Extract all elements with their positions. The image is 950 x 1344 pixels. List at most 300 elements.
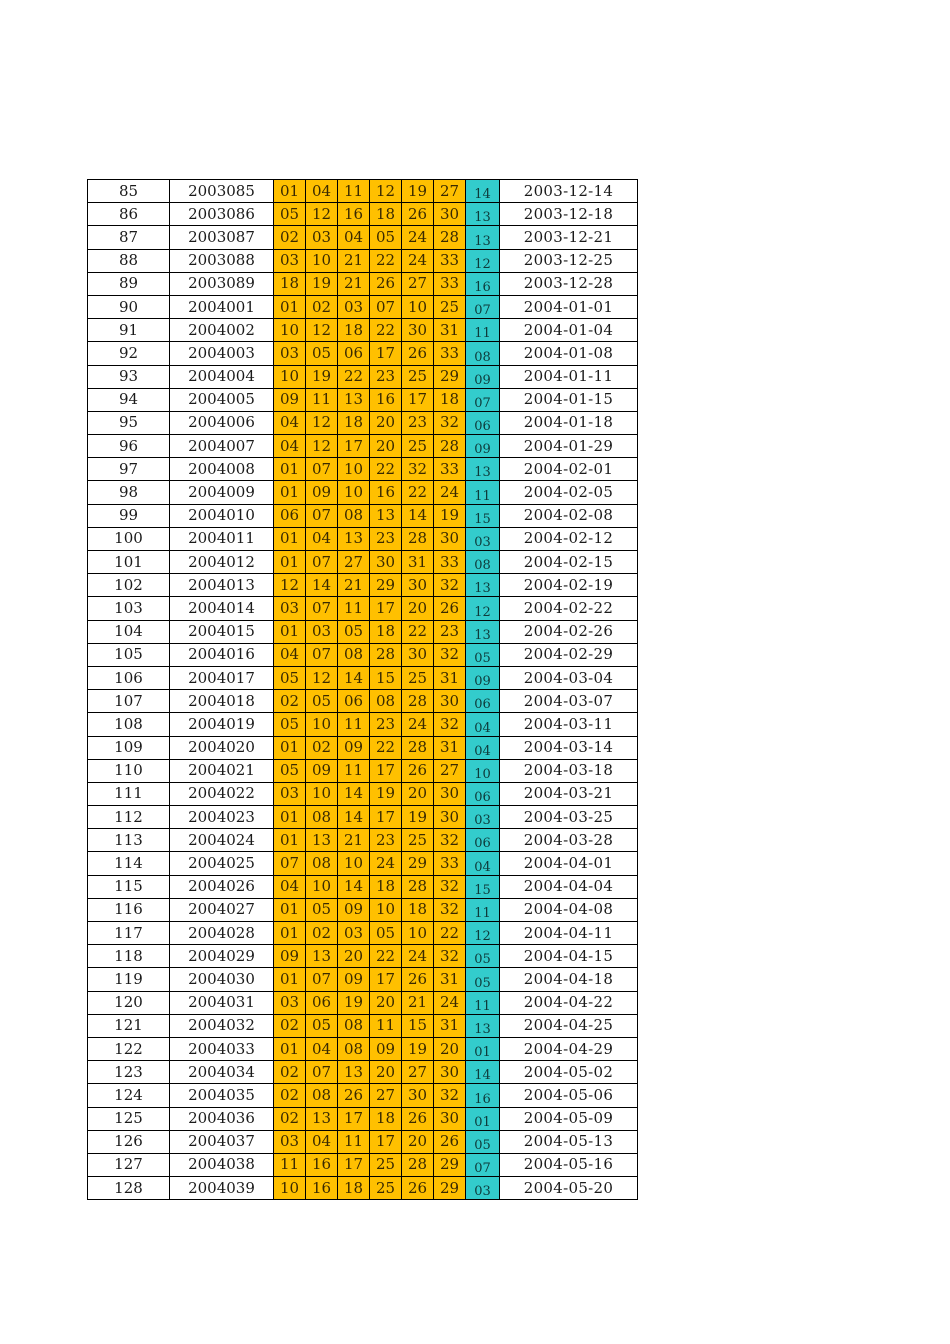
table-row [88, 829, 638, 852]
red-ball-cell: 04 [306, 1130, 338, 1153]
draw-period-cell: 2003085 [170, 180, 274, 203]
red-ball-cell: 15 [402, 1014, 434, 1037]
red-ball-cell: 17 [402, 388, 434, 411]
draw-period-cell: 2004021 [170, 759, 274, 782]
draw-period-cell: 2004005 [170, 388, 274, 411]
red-ball-cell: 22 [370, 945, 402, 968]
red-ball-cell: 13 [370, 504, 402, 527]
draw-period-cell: 2004024 [170, 829, 274, 852]
table-row [88, 272, 638, 295]
red-ball-cell: 01 [274, 968, 306, 991]
red-ball-cell: 17 [370, 1130, 402, 1153]
red-ball-cell: 20 [338, 945, 370, 968]
draw-period-cell: 2004002 [170, 319, 274, 342]
red-ball-cell: 05 [306, 342, 338, 365]
table-row [88, 1014, 638, 1037]
draw-period-cell: 2004029 [170, 945, 274, 968]
red-ball-cell: 28 [434, 435, 466, 458]
red-ball-cell: 21 [338, 574, 370, 597]
red-ball-cell: 19 [434, 504, 466, 527]
red-ball-cell: 05 [274, 759, 306, 782]
red-ball-cell: 32 [434, 411, 466, 434]
blue-ball-cell: 15 [466, 504, 500, 527]
red-ball-cell: 10 [274, 365, 306, 388]
red-ball-cell: 23 [370, 713, 402, 736]
draw-period-cell: 2004036 [170, 1107, 274, 1130]
draw-date-cell: 2004-03-04 [500, 666, 638, 689]
red-ball-cell: 22 [370, 458, 402, 481]
blue-ball-cell: 03 [466, 527, 500, 550]
row-index-cell: 92 [88, 342, 170, 365]
red-ball-cell: 19 [370, 782, 402, 805]
red-ball-cell: 01 [274, 458, 306, 481]
blue-ball-cell: 09 [466, 666, 500, 689]
row-index-cell: 115 [88, 875, 170, 898]
red-ball-cell: 08 [338, 1037, 370, 1060]
row-index-cell: 95 [88, 411, 170, 434]
red-ball-cell: 25 [370, 1153, 402, 1176]
red-ball-cell: 23 [370, 365, 402, 388]
red-ball-cell: 07 [306, 643, 338, 666]
red-ball-cell: 18 [370, 1107, 402, 1130]
table-row [88, 690, 638, 713]
table-row [88, 249, 638, 272]
table-row [88, 319, 638, 342]
red-ball-cell: 03 [274, 1130, 306, 1153]
red-ball-cell: 01 [274, 806, 306, 829]
red-ball-cell: 03 [274, 991, 306, 1014]
red-ball-cell: 03 [274, 597, 306, 620]
red-ball-cell: 10 [338, 458, 370, 481]
red-ball-cell: 20 [434, 1037, 466, 1060]
red-ball-cell: 11 [338, 759, 370, 782]
row-index-cell: 120 [88, 991, 170, 1014]
row-index-cell: 117 [88, 922, 170, 945]
red-ball-cell: 24 [434, 991, 466, 1014]
table-row [88, 759, 638, 782]
red-ball-cell: 11 [338, 713, 370, 736]
table-row [88, 481, 638, 504]
red-ball-cell: 32 [434, 875, 466, 898]
red-ball-cell: 29 [434, 365, 466, 388]
blue-ball-cell: 16 [466, 1084, 500, 1107]
red-ball-cell: 04 [338, 226, 370, 249]
red-ball-cell: 32 [434, 829, 466, 852]
red-ball-cell: 10 [306, 875, 338, 898]
table-row [88, 1130, 638, 1153]
draw-period-cell: 2004016 [170, 643, 274, 666]
draw-period-cell: 2004022 [170, 782, 274, 805]
red-ball-cell: 18 [370, 875, 402, 898]
draw-date-cell: 2004-04-04 [500, 875, 638, 898]
red-ball-cell: 17 [338, 1153, 370, 1176]
red-ball-cell: 08 [306, 806, 338, 829]
red-ball-cell: 18 [434, 388, 466, 411]
lottery-results-body [88, 180, 638, 1200]
red-ball-cell: 01 [274, 898, 306, 921]
draw-date-cell: 2004-04-08 [500, 898, 638, 921]
red-ball-cell: 06 [338, 690, 370, 713]
red-ball-cell: 02 [274, 226, 306, 249]
red-ball-cell: 09 [338, 898, 370, 921]
red-ball-cell: 15 [370, 666, 402, 689]
blue-ball-cell: 04 [466, 852, 500, 875]
table-row [88, 527, 638, 550]
blue-ball-cell: 06 [466, 829, 500, 852]
red-ball-cell: 33 [434, 551, 466, 574]
red-ball-cell: 09 [338, 968, 370, 991]
red-ball-cell: 16 [306, 1153, 338, 1176]
row-index-cell: 107 [88, 690, 170, 713]
red-ball-cell: 09 [274, 388, 306, 411]
table-row [88, 1153, 638, 1176]
draw-date-cell: 2003-12-14 [500, 180, 638, 203]
red-ball-cell: 31 [434, 666, 466, 689]
blue-ball-cell: 14 [466, 1061, 500, 1084]
draw-period-cell: 2004015 [170, 620, 274, 643]
table-row [88, 782, 638, 805]
red-ball-cell: 16 [370, 388, 402, 411]
table-row [88, 713, 638, 736]
red-ball-cell: 30 [434, 527, 466, 550]
red-ball-cell: 08 [338, 1014, 370, 1037]
red-ball-cell: 17 [370, 759, 402, 782]
red-ball-cell: 23 [434, 620, 466, 643]
red-ball-cell: 17 [370, 806, 402, 829]
red-ball-cell: 17 [370, 597, 402, 620]
red-ball-cell: 24 [402, 249, 434, 272]
red-ball-cell: 04 [274, 875, 306, 898]
red-ball-cell: 33 [434, 852, 466, 875]
red-ball-cell: 27 [402, 272, 434, 295]
blue-ball-cell: 07 [466, 295, 500, 318]
row-index-cell: 90 [88, 295, 170, 318]
blue-ball-cell: 15 [466, 875, 500, 898]
red-ball-cell: 09 [370, 1037, 402, 1060]
red-ball-cell: 26 [402, 1107, 434, 1130]
red-ball-cell: 09 [306, 481, 338, 504]
red-ball-cell: 29 [402, 852, 434, 875]
row-index-cell: 127 [88, 1153, 170, 1176]
table-row [88, 435, 638, 458]
draw-date-cell: 2004-02-15 [500, 551, 638, 574]
row-index-cell: 105 [88, 643, 170, 666]
draw-date-cell: 2004-01-08 [500, 342, 638, 365]
row-index-cell: 114 [88, 852, 170, 875]
red-ball-cell: 17 [370, 342, 402, 365]
red-ball-cell: 16 [306, 1177, 338, 1200]
red-ball-cell: 05 [274, 203, 306, 226]
red-ball-cell: 10 [274, 1177, 306, 1200]
draw-period-cell: 2004010 [170, 504, 274, 527]
red-ball-cell: 05 [306, 898, 338, 921]
red-ball-cell: 23 [370, 829, 402, 852]
red-ball-cell: 27 [434, 759, 466, 782]
red-ball-cell: 30 [434, 203, 466, 226]
draw-date-cell: 2004-03-18 [500, 759, 638, 782]
red-ball-cell: 09 [338, 736, 370, 759]
table-row [88, 806, 638, 829]
red-ball-cell: 30 [434, 782, 466, 805]
red-ball-cell: 33 [434, 458, 466, 481]
red-ball-cell: 10 [306, 782, 338, 805]
red-ball-cell: 14 [338, 782, 370, 805]
red-ball-cell: 03 [338, 295, 370, 318]
draw-period-cell: 2004009 [170, 481, 274, 504]
red-ball-cell: 18 [338, 411, 370, 434]
table-row [88, 922, 638, 945]
blue-ball-cell: 16 [466, 272, 500, 295]
red-ball-cell: 28 [402, 875, 434, 898]
red-ball-cell: 06 [274, 504, 306, 527]
red-ball-cell: 10 [306, 249, 338, 272]
draw-period-cell: 2004007 [170, 435, 274, 458]
red-ball-cell: 30 [402, 319, 434, 342]
row-index-cell: 96 [88, 435, 170, 458]
table-row [88, 597, 638, 620]
red-ball-cell: 30 [434, 690, 466, 713]
red-ball-cell: 33 [434, 342, 466, 365]
row-index-cell: 97 [88, 458, 170, 481]
red-ball-cell: 14 [338, 666, 370, 689]
blue-ball-cell: 04 [466, 736, 500, 759]
blue-ball-cell: 12 [466, 249, 500, 272]
red-ball-cell: 07 [306, 551, 338, 574]
red-ball-cell: 19 [402, 1037, 434, 1060]
draw-period-cell: 2004027 [170, 898, 274, 921]
draw-date-cell: 2004-01-01 [500, 295, 638, 318]
row-index-cell: 91 [88, 319, 170, 342]
red-ball-cell: 16 [370, 481, 402, 504]
red-ball-cell: 32 [434, 574, 466, 597]
draw-period-cell: 2004033 [170, 1037, 274, 1060]
red-ball-cell: 04 [306, 180, 338, 203]
red-ball-cell: 01 [274, 736, 306, 759]
row-index-cell: 124 [88, 1084, 170, 1107]
table-row [88, 365, 638, 388]
draw-period-cell: 2004013 [170, 574, 274, 597]
red-ball-cell: 22 [370, 736, 402, 759]
red-ball-cell: 24 [434, 481, 466, 504]
red-ball-cell: 07 [370, 295, 402, 318]
draw-date-cell: 2004-01-11 [500, 365, 638, 388]
red-ball-cell: 03 [306, 620, 338, 643]
draw-period-cell: 2004035 [170, 1084, 274, 1107]
red-ball-cell: 05 [274, 666, 306, 689]
table-row [88, 226, 638, 249]
red-ball-cell: 30 [402, 1084, 434, 1107]
red-ball-cell: 12 [370, 180, 402, 203]
red-ball-cell: 25 [434, 295, 466, 318]
draw-date-cell: 2004-03-25 [500, 806, 638, 829]
row-index-cell: 125 [88, 1107, 170, 1130]
red-ball-cell: 32 [434, 1084, 466, 1107]
draw-date-cell: 2004-02-08 [500, 504, 638, 527]
draw-period-cell: 2004012 [170, 551, 274, 574]
draw-period-cell: 2004011 [170, 527, 274, 550]
red-ball-cell: 07 [306, 597, 338, 620]
red-ball-cell: 26 [402, 342, 434, 365]
red-ball-cell: 08 [338, 504, 370, 527]
red-ball-cell: 10 [338, 852, 370, 875]
draw-period-cell: 2004032 [170, 1014, 274, 1037]
table-row [88, 643, 638, 666]
row-index-cell: 116 [88, 898, 170, 921]
draw-date-cell: 2004-02-29 [500, 643, 638, 666]
red-ball-cell: 12 [306, 666, 338, 689]
draw-period-cell: 2004025 [170, 852, 274, 875]
red-ball-cell: 14 [338, 806, 370, 829]
red-ball-cell: 04 [274, 411, 306, 434]
blue-ball-cell: 05 [466, 1130, 500, 1153]
table-row [88, 991, 638, 1014]
red-ball-cell: 25 [402, 435, 434, 458]
red-ball-cell: 01 [274, 551, 306, 574]
blue-ball-cell: 10 [466, 759, 500, 782]
draw-date-cell: 2004-01-04 [500, 319, 638, 342]
blue-ball-cell: 11 [466, 991, 500, 1014]
red-ball-cell: 30 [370, 551, 402, 574]
red-ball-cell: 31 [434, 319, 466, 342]
red-ball-cell: 24 [370, 852, 402, 875]
red-ball-cell: 05 [274, 713, 306, 736]
red-ball-cell: 07 [274, 852, 306, 875]
draw-period-cell: 2004020 [170, 736, 274, 759]
red-ball-cell: 06 [338, 342, 370, 365]
red-ball-cell: 13 [306, 945, 338, 968]
red-ball-cell: 02 [274, 1107, 306, 1130]
table-row [88, 551, 638, 574]
draw-period-cell: 2004018 [170, 690, 274, 713]
red-ball-cell: 01 [274, 829, 306, 852]
red-ball-cell: 27 [434, 180, 466, 203]
red-ball-cell: 22 [370, 319, 402, 342]
blue-ball-cell: 12 [466, 597, 500, 620]
red-ball-cell: 02 [274, 1061, 306, 1084]
red-ball-cell: 21 [338, 249, 370, 272]
red-ball-cell: 01 [274, 295, 306, 318]
red-ball-cell: 07 [306, 504, 338, 527]
row-index-cell: 89 [88, 272, 170, 295]
red-ball-cell: 24 [402, 945, 434, 968]
draw-date-cell: 2004-04-22 [500, 991, 638, 1014]
draw-date-cell: 2004-05-09 [500, 1107, 638, 1130]
red-ball-cell: 25 [402, 365, 434, 388]
row-index-cell: 110 [88, 759, 170, 782]
red-ball-cell: 19 [402, 180, 434, 203]
red-ball-cell: 28 [402, 527, 434, 550]
table-row [88, 295, 638, 318]
table-row [88, 342, 638, 365]
row-index-cell: 99 [88, 504, 170, 527]
red-ball-cell: 18 [338, 319, 370, 342]
red-ball-cell: 05 [306, 1014, 338, 1037]
red-ball-cell: 03 [338, 922, 370, 945]
red-ball-cell: 13 [338, 388, 370, 411]
draw-date-cell: 2004-01-29 [500, 435, 638, 458]
draw-period-cell: 2004006 [170, 411, 274, 434]
red-ball-cell: 12 [306, 319, 338, 342]
red-ball-cell: 20 [370, 991, 402, 1014]
row-index-cell: 88 [88, 249, 170, 272]
table-row [88, 666, 638, 689]
red-ball-cell: 12 [306, 203, 338, 226]
red-ball-cell: 18 [274, 272, 306, 295]
red-ball-cell: 01 [274, 922, 306, 945]
blue-ball-cell: 06 [466, 411, 500, 434]
red-ball-cell: 32 [434, 898, 466, 921]
draw-date-cell: 2004-03-07 [500, 690, 638, 713]
draw-period-cell: 2004037 [170, 1130, 274, 1153]
red-ball-cell: 26 [370, 272, 402, 295]
draw-date-cell: 2004-05-06 [500, 1084, 638, 1107]
red-ball-cell: 26 [402, 1177, 434, 1200]
red-ball-cell: 31 [434, 968, 466, 991]
table-row [88, 504, 638, 527]
draw-period-cell: 2003089 [170, 272, 274, 295]
draw-date-cell: 2004-01-15 [500, 388, 638, 411]
red-ball-cell: 10 [370, 898, 402, 921]
table-row [88, 620, 638, 643]
red-ball-cell: 04 [306, 527, 338, 550]
red-ball-cell: 08 [338, 643, 370, 666]
blue-ball-cell: 11 [466, 319, 500, 342]
red-ball-cell: 05 [370, 922, 402, 945]
draw-date-cell: 2004-05-16 [500, 1153, 638, 1176]
draw-date-cell: 2004-02-01 [500, 458, 638, 481]
draw-date-cell: 2004-04-29 [500, 1037, 638, 1060]
red-ball-cell: 17 [338, 1107, 370, 1130]
red-ball-cell: 26 [402, 759, 434, 782]
red-ball-cell: 20 [370, 435, 402, 458]
draw-date-cell: 2004-05-02 [500, 1061, 638, 1084]
red-ball-cell: 02 [306, 736, 338, 759]
red-ball-cell: 28 [434, 226, 466, 249]
red-ball-cell: 08 [370, 690, 402, 713]
red-ball-cell: 01 [274, 527, 306, 550]
row-index-cell: 126 [88, 1130, 170, 1153]
red-ball-cell: 03 [274, 342, 306, 365]
table-row [88, 180, 638, 203]
draw-date-cell: 2004-04-01 [500, 852, 638, 875]
lottery-results-table [87, 179, 638, 1200]
red-ball-cell: 17 [370, 968, 402, 991]
draw-period-cell: 2004034 [170, 1061, 274, 1084]
draw-date-cell: 2004-02-26 [500, 620, 638, 643]
red-ball-cell: 18 [370, 203, 402, 226]
draw-date-cell: 2003-12-28 [500, 272, 638, 295]
blue-ball-cell: 03 [466, 806, 500, 829]
red-ball-cell: 30 [434, 1061, 466, 1084]
red-ball-cell: 13 [338, 1061, 370, 1084]
red-ball-cell: 10 [274, 319, 306, 342]
red-ball-cell: 10 [402, 922, 434, 945]
red-ball-cell: 20 [370, 1061, 402, 1084]
red-ball-cell: 26 [434, 1130, 466, 1153]
red-ball-cell: 29 [434, 1153, 466, 1176]
draw-date-cell: 2004-05-20 [500, 1177, 638, 1200]
red-ball-cell: 01 [274, 180, 306, 203]
row-index-cell: 111 [88, 782, 170, 805]
red-ball-cell: 33 [434, 249, 466, 272]
draw-date-cell: 2004-03-14 [500, 736, 638, 759]
row-index-cell: 104 [88, 620, 170, 643]
row-index-cell: 101 [88, 551, 170, 574]
table-row [88, 736, 638, 759]
red-ball-cell: 29 [434, 1177, 466, 1200]
red-ball-cell: 20 [370, 411, 402, 434]
red-ball-cell: 28 [402, 690, 434, 713]
